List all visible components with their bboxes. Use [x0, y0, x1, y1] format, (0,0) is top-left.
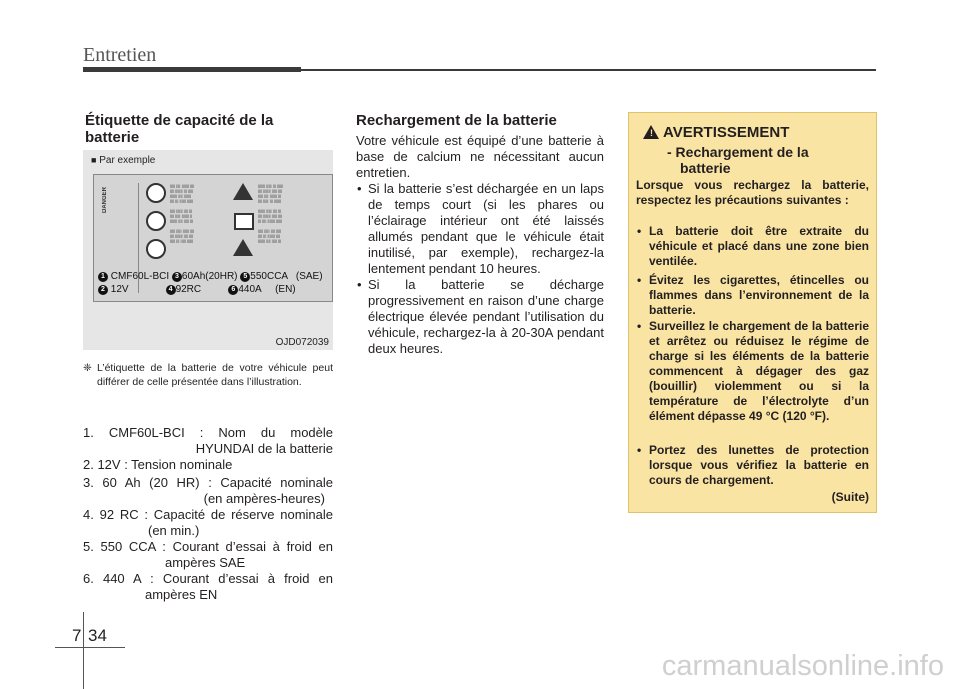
warning-title: AVERTISSEMENT [663, 124, 790, 141]
bullet-dot: • [637, 319, 642, 333]
spec-value: CMF60L-BCI [110, 271, 170, 282]
definition-line: 5. 550 CCA : Courant d’essai à froid en [83, 539, 333, 554]
warning-box [628, 112, 877, 513]
example-text: Par exemple [99, 155, 156, 166]
acid-warning-icon [233, 183, 253, 200]
spec-number-badge: 3 [172, 272, 182, 282]
figure-code: OJD072039 [275, 337, 329, 348]
page-horizontal-rule [55, 647, 125, 648]
spec-value: 440A [238, 284, 262, 295]
battery-label-figure [83, 150, 333, 350]
page-vertical-rule [83, 612, 84, 689]
warning-item [636, 273, 869, 318]
warning-subtitle [667, 144, 809, 176]
eye-protection-icon [146, 211, 166, 231]
spec-number-badge: 2 [98, 285, 108, 295]
definition-continuation: ampères EN [145, 587, 218, 602]
battery-label-image [93, 174, 333, 302]
definition-continuation: HYUNDAI de la batterie [195, 441, 333, 456]
header-rule-thin [301, 69, 876, 71]
manual-book-icon [234, 213, 254, 230]
recharging-bullet [356, 181, 604, 277]
bullet-dot: • [357, 181, 362, 196]
spec-number-badge: 6 [228, 285, 238, 295]
bullet-text: Si la batterie s’est déchargée en un laps de temps court (si les phares ou l’éclairage intérieur ont été laissés allumés pendant que le véhicule était inutilisé, par exemple), rechargez-la lentement pendant 10 heures. [368, 181, 604, 276]
label-spec-row-2 [98, 284, 296, 295]
warning-item-text: Évitez les cigarettes, étincelles ou flammes dans l’environnement de la batterie. [649, 273, 869, 317]
definition-4 [83, 507, 333, 539]
chapter-number: 7 [72, 626, 82, 645]
spec-number-badge: 4 [166, 285, 176, 295]
warning-subtitle-line: - Rechargement de la [667, 144, 809, 160]
label-spec-row-1 [98, 271, 323, 282]
label-note [83, 361, 333, 389]
bullet-dot: • [637, 273, 642, 287]
spec-unit: (EN) [275, 284, 296, 295]
note-mark-icon: ❈ [83, 362, 92, 374]
bullet-dot: • [637, 443, 642, 457]
warning-item [636, 224, 869, 269]
definition-6 [83, 571, 333, 603]
warning-subtitle-line: batterie [680, 160, 731, 176]
definition-3 [83, 475, 333, 507]
no-smoking-icon [146, 183, 166, 203]
spec-value: 12V [110, 284, 129, 295]
definition-2 [83, 457, 333, 473]
warning-item [636, 443, 869, 488]
recharging-bullet [356, 277, 604, 357]
definition-continuation: (en min.) [148, 523, 200, 538]
page-number: 34 [88, 626, 107, 645]
section-title-recharging: Rechargement de la batterie [356, 112, 557, 129]
warning-item-text: La batterie doit être extraite du véhicule et placé dans une zone bien ventilée. [649, 224, 869, 268]
keep-away-children-icon [146, 239, 166, 259]
spec-number-badge: 5 [240, 272, 250, 282]
spec-value: 60Ah(20HR) [181, 271, 238, 282]
definition-5 [83, 539, 333, 571]
definition-1 [83, 425, 333, 457]
definition-line: 6. 440 A : Courant d’essai à froid en [83, 571, 333, 586]
label-fine-print-left: ||||| |||| ||||||| |||| |||| ||||||| ||| ||||| ||||||| |||| ||||||| |||| ||| |||||| |||||| ||||| |||||| |||| ||| |||| ||||| ||||||| || ||||||| |||| ||||| ||| ||||| ||||| |||||| |||| |||| ||||||| |||| |||| ||||| ||| ||||| |||||| [170, 183, 195, 243]
header-rule-thick [83, 67, 301, 72]
definition-line: 4. 92 RC : Capacité de réserve nominale [83, 507, 333, 522]
page-header-title: Entretien [83, 44, 157, 66]
warning-suite: (Suite) [831, 490, 869, 504]
spec-value: 550CCA [250, 271, 288, 282]
explosion-warning-icon [233, 239, 253, 256]
label-fine-print-right: ||||||| ||||| ||| |||||| |||| ||||||| ||||| |||| ||||| |||| ||||||| ||| |||| ||||| ||| ||||||| ||||||| ||||| |||| ||| |||| ||||||| ||||| |||| ||| |||| ||||||| |||||| ||||| ||||| |||| ||||| |||| ||| ||||||| |||| ||||||| |||| ||||| ||| [258, 183, 284, 243]
warning-column: DANGER [98, 183, 139, 293]
spec-value: 92RC [175, 284, 202, 295]
bullet-dot: • [637, 224, 642, 238]
definition-line: 2. 12V : Tension nominale [83, 457, 233, 472]
bullet-dot: • [357, 277, 362, 292]
warning-triangle-icon: ! [643, 125, 659, 139]
spec-number-badge: 1 [98, 272, 108, 282]
spec-unit: (SAE) [295, 271, 323, 282]
definition-line: 3. 60 Ah (20 HR) : Capacité nominale [83, 475, 333, 490]
example-caption: ■ Par exemple [91, 155, 156, 166]
warning-item-text: Portez des lunettes de protection lorsque vous vérifiez la batterie en cours de chargement. [649, 443, 869, 487]
warning-intro: Lorsque vous rechargez la batterie, respectez les précautions suivantes : [636, 178, 869, 207]
definition-continuation: (en ampères-heures) [203, 491, 325, 506]
warning-item [636, 319, 869, 424]
note-text: L’étiquette de la batterie de votre véhicule peut différer de celle présentée dans l’illustration. [97, 362, 333, 388]
warning-item-text: Surveillez le chargement de la batterie et arrêtez ou réduisez le régime de charge si les éléments de la batterie commencent à dégager des gaz (bouillir) violemment ou si la température de l’électrolyte d’un élément dépasse 49 °C (120 °F). [649, 319, 869, 423]
definition-continuation: ampères SAE [165, 555, 246, 570]
watermark: carmanualsonline.info [661, 650, 944, 682]
recharging-intro: Votre véhicule est équipé d’une batterie à base de calcium ne nécessitant aucun entretien. [356, 133, 604, 180]
bullet-text: Si la batterie se décharge progressivement en raison d’une charge électrique élevée pendant l’utilisation du véhicule, rechargez-la à 20-30A pendant deux heures. [368, 277, 604, 356]
definition-line: 1. CMF60L-BCI : Nom du modèle [83, 425, 333, 440]
section-title-battery-label: Étiquette de capacité de la batterie [85, 112, 274, 146]
